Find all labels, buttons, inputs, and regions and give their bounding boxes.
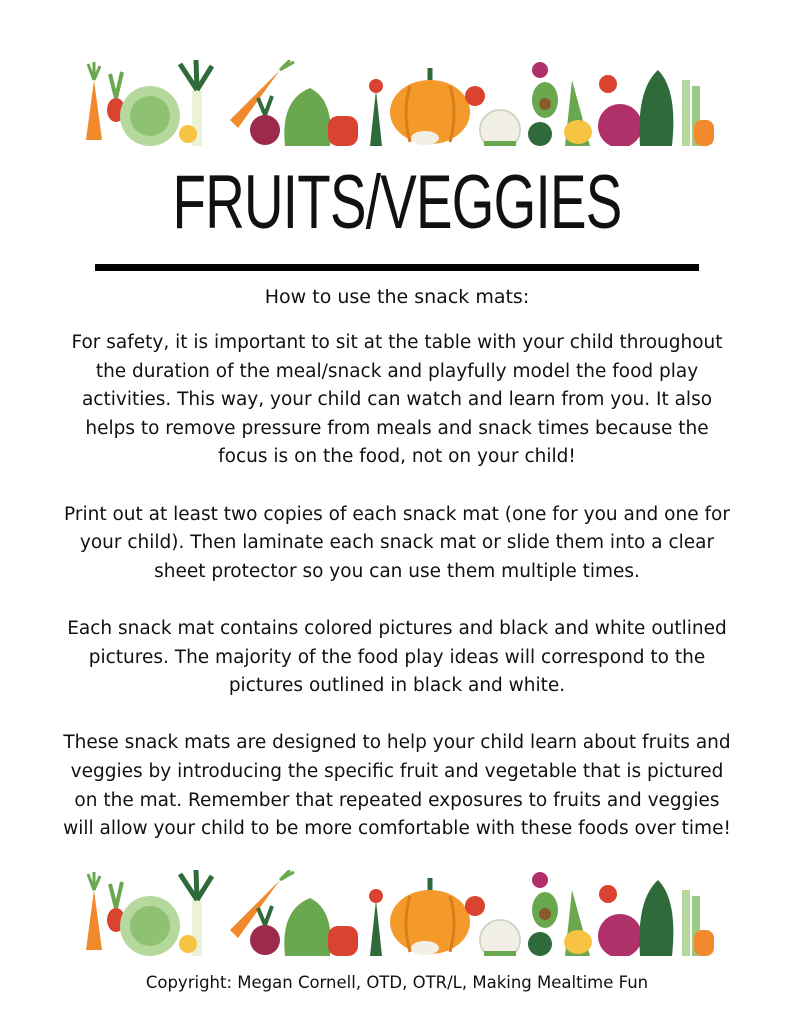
- paragraph-purpose: These snack mats are designed to help your child learn about fruits and veggies by introducing the specific fruit and vegetable that is pictured on the mat. Remember that repeated exposures to fruits and veggies will allow your child to be more comfortable with these foods over time!: [63, 732, 731, 840]
- paragraph-safety: For safety, it is important to sit at the table with your child throughout the duration of the meal/snack and playfully model the food play activities. This way, your child can watch and learn from you. It also helps to remove pressure from meals and snack times because the focus is on the food, not on your child!: [71, 332, 723, 468]
- pepper-icon: [694, 120, 714, 146]
- copyright-footer: Copyright: Megan Cornell, OTD, OTR/L, Making Mealtime Fun: [145, 973, 649, 992]
- kale-icon: [639, 880, 673, 956]
- vegetable-banner-bottom: [80, 870, 714, 956]
- pepper-icon: [694, 930, 714, 956]
- celery-icon: [682, 890, 690, 956]
- vegetable-banner-top: [80, 60, 714, 146]
- beet-icon: [250, 115, 280, 145]
- tomato-icon: [179, 125, 197, 143]
- red-cabbage-icon: [598, 914, 642, 956]
- instructions-body: [60, 329, 734, 872]
- onion-icon: [532, 62, 548, 78]
- red-cabbage-icon: [598, 104, 642, 146]
- squash-icon: [564, 120, 592, 144]
- tomato-icon: [179, 935, 197, 953]
- page-title: FRUITS/VEGGIES: [172, 160, 622, 245]
- paragraph-pictures: Each snack mat contains colored pictures and black and white outlined pictures. The majority of the food play ideas will correspond to the pictures outlined in black and white.: [67, 617, 727, 697]
- mushroom-icon: [411, 131, 439, 145]
- cauliflower-icon: [480, 110, 520, 146]
- lettuce-icon: [284, 898, 331, 956]
- vegetable-illustration: [80, 870, 714, 956]
- tomato-icon: [465, 86, 485, 106]
- broccoli-icon: [528, 932, 552, 956]
- vegetable-illustration: [80, 60, 714, 146]
- cauliflower-icon: [480, 920, 520, 956]
- lettuce-icon: [284, 88, 331, 146]
- pepper-icon: [328, 926, 358, 956]
- broccoli-icon: [528, 122, 552, 146]
- beet-icon: [250, 925, 280, 955]
- carrot-icon: [86, 80, 102, 140]
- kale-icon: [639, 70, 673, 146]
- section-heading: How to use the snack mats:: [264, 286, 530, 308]
- pepper-icon: [328, 116, 358, 146]
- onion-icon: [532, 872, 548, 888]
- mushroom-icon: [411, 941, 439, 955]
- tomato-icon: [465, 896, 485, 916]
- carrot-icon: [86, 890, 102, 950]
- title-divider: [95, 264, 699, 271]
- squash-icon: [564, 930, 592, 954]
- paragraph-printing: Print out at least two copies of each snack mat (one for you and one for your child). Then laminate each snack mat or slide them into a clear sheet protector so you can use them multiple times.: [64, 503, 730, 582]
- celery-icon: [682, 80, 690, 146]
